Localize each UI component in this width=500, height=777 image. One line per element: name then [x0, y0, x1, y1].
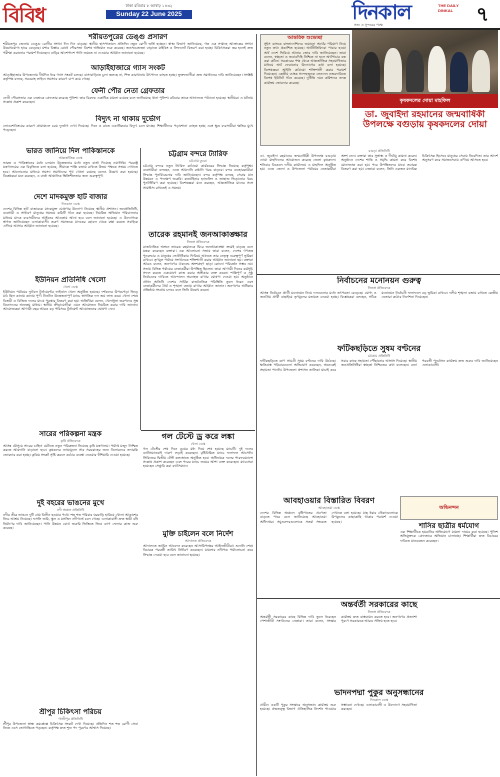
headline: গল টেস্টে ড্র করে লঙ্কা: [161, 432, 235, 441]
headline: দেশে মাদকমুক্ত হাট বাজার: [33, 193, 108, 201]
byline: খেলা ডেস্ক: [190, 442, 206, 447]
article-text: আসন্ন মৌসুমে সারের চাহিদা মেটাতে নতুন পরিকল্পনা নিয়েছে কৃষি মন্ত্রণালয়। পর্যাপ্ত মজুদ নিশ্চিত করতে আমদানি বাড়ানো হবে। কৃষকদের ন্যায্যমূল্যে সার সরবরাহের জন্য ডিলারদের তদারকি জোরদার করা হচ্ছে। কৃত্রিম সংকট সৃষ্টি করলে কঠোর ব্যবস্থা নেওয়ার হুঁশিয়ারি দেওয়া হয়েছে।: [3, 444, 138, 457]
article-text: ফেনী পৌরসভার এক নেতাকে গ্রেফতার করেছে পুলিশ। তার বিরুদ্ধে একাধিক মামলা রয়েছে বলে জানিয়েছে থানা পুলিশ। রবিবার তাকে আদালতে পাঠানো হয়েছে। স্থানীয়রা এ ঘটনায় সন্তোষ প্রকাশ করেছেন।: [3, 96, 253, 105]
article-text: শ্রীপুর উপজেলা স্বাস্থ্য কমপ্লেক্সে চিকিৎসক সংকট দেখা দিয়েছে। প্রতিদিন শত শত রোগী সেবা নিতে এসে ভোগান্তিতে পড়ছেন। কর্তৃপক্ষ দ্রুত শূন্য পদ পূরণের আশ্বাস দিয়েছে।: [3, 722, 138, 731]
headline: আড়াইহাজারে গ্যাস সংকট: [91, 64, 165, 72]
headline: ভাদনপদ্মা পুকুর অনুসন্ধানের: [334, 688, 424, 697]
headline: শাসির ছাত্রীর ধর্মযোগ: [418, 522, 480, 530]
byline: নিজস্ব প্রতিবেদক: [367, 610, 391, 615]
article-text: রাজনৈতিক অঙ্গনে তারেক রহমানকে ঘিরে জনআকাঙ্ক্ষা ক্রমেই বাড়ছে বলে মন্তব্য করেছেন বক্তারা। এক আলোচনা সভায় তারা বলেন, দেশের গণতন্ত্র পুনরুদ্ধার ও মানুষের ভোটাধিকার ফিরিয়ে আনতে তার নেতৃত্ব গুরুত্বপূর্ণ ভূমিকা রাখবে। তৃণমূল পর্যায়ে সংগঠনকে শক্তিশালী করার আহ্বান জানানো হয়। বক্তারা আরও বলেন, জনগণের ঐক্যবদ্ধ অংশগ্রহণ ছাড়া কোনো পরিবর্তন সম্ভব নয়। সভায় বিভিন্ন পর্যায়ের নেতাকর্মীরা উপস্থিত ছিলেন। তারা আগামী দিনের কর্মসূচি সফল করতে একযোগে কাজ করার অঙ্গীকার ব্যক্ত করেন। শান্তিপূর্ণ ও সুষ্ঠু নির্বাচনের দাবিতে আন্দোলন অব্যাহত রাখার ঘোষণা দেওয়া হয়। অনুষ্ঠানে প্রধান অতিথি দেশের সার্বিক রাজনৈতিক পরিস্থিতি তুলে ধরেন এবং নেতাকর্মীদের ধৈর্য ও শৃঙ্খলা বজায় রাখার আহ্বান জানান। জনগণের অধিকার প্রতিষ্ঠায় সংগ্রাম চলবে বলে তিনি উল্লেখ করেন।: [143, 245, 253, 293]
headline: বিদ্যুৎ না থাকায় দুর্ভোগ: [95, 115, 161, 123]
byline: নিজস্ব প্রতিবেদক: [186, 240, 210, 245]
article-text: ভারত ও পাকিস্তানের মধ্যে চলমান উত্তেজনার মধ্যে নতুন বার্তা দিয়েছে নয়াদিল্লি। পররাষ্ট্র মন্ত্রণালয়ের এক বিবৃতিতে বলা হয়েছে, সীমান্তে শান্তি বজায় রাখতে উভয় পক্ষকে সংযম দেখাতে হবে। আলোচনার মাধ্যমে সমস্যা সমাধানের পথ খোলা রয়েছে বলেও উল্লেখ করা হয়েছে। বিশ্লেষকরা মনে করছেন, এ বার্তা আঞ্চলিক স্থিতিশীলতার জন্য গুরুত্বপূর্ণ।: [3, 161, 138, 178]
article-2: [3, 64, 253, 86]
headline: আবহাওয়ার বিস্তারিত বিবরণ: [283, 496, 375, 505]
article-9: [3, 499, 138, 707]
headline: ফেনী পৌর নেতা গ্রেফতার: [91, 87, 165, 95]
newspaper-logo: [352, 1, 470, 27]
masthead: [0, 0, 500, 30]
brand-tagline: সত্য ও সুন্দরের পক্ষে: [354, 23, 383, 27]
byline: চট্টগ্রাম ব্যুরো: [189, 159, 207, 164]
article-5: [3, 147, 138, 192]
top-left-ad: [260, 34, 350, 146]
headline: ডা. জুবাইদা রহমানের জন্মবার্ষিকী উপলক্ষে বগুড়ায় কৃষকদলের দোয়া: [363, 110, 487, 131]
article-12: [143, 230, 253, 428]
article-text: এক শিক্ষার্থীকে হয়রানির অভিযোগে মামলা দায়ের করা হয়েছে। পুলিশ অভিযুক্তকে গ্রেফতারে অভিযান চালাচ্ছে। শিক্ষার্থীরা দ্রুত বিচারের দাবিতে মানববন্ধন করেছেন।: [400, 530, 498, 543]
byline: খেলা ডেস্ক: [63, 285, 78, 290]
article-16-headline-box: [352, 110, 498, 146]
byline: দিনকাল ডেস্ক: [61, 202, 80, 207]
article-7: [3, 276, 138, 386]
date-english: Sunday 22 June 2025: [106, 10, 192, 19]
article-13: [143, 432, 253, 528]
article-4: [3, 115, 253, 146]
article-text: শরীয়তপুর জেলায় ডেঙ্গু রোগীর সংখ্যা দিন দিন বাড়ছে। স্থানীয় হাসপাতালে প্রতিদিন নতুন রোগী ভর্তি হচ্ছেন। স্বাস্থ্য বিভাগ জানিয়েছে, গত এক সপ্তাহে আক্রান্তের সংখ্যা উল্লেখযোগ্য হারে বেড়েছে। মশার বিস্তার রোধে পৌরসভা বিশেষ অভিযান শুরু করেছে। জনসচেতনতা বাড়াতে মাইকিং ও লিফলেট বিতরণ করা হচ্ছে। চিকিৎসকরা জ্বর হলেই দ্রুত পরীক্ষা করানোর পরামর্শ দিয়েছেন। বাড়ির আশেপাশে পানি জমতে না দেওয়ার আহ্বান জানানো হয়েছে।: [3, 42, 253, 55]
article-1: [3, 33, 253, 63]
brand-name-bangla: দিনকাল: [352, 0, 411, 24]
article-text: অন্তর্বর্তী সরকারের কাছে বিভিন্ন দাবি তুলে ধরেছেন পেশাজীবী সংগঠনের নেতারা। তারা বলেন, সংস্কার কার্যক্রম দ্রুত বাস্তবায়ন করতে হবে। জনগণের প্রত্যাশা পূরণে সরকারকে আরও সক্রিয় হতে হবে।: [260, 615, 417, 624]
ad-title: অভিনন্দন: [439, 505, 459, 511]
article-text: গল টেস্টের শেষ দিনে ড্রয়ের মধ্য দিয়ে শেষ হয়েছে ম্যাচটি। দুই দলের ব্যাটসম্যানরাই দারুণ লড়াই করেছেন। বৃষ্টিবিঘ্নিত ম্যাচে ফলাফল আসেনি। সিরিজের দ্বিতীয় টেস্ট কলম্বোতে অনুষ্ঠিত হবে। অধিনায়ক দলের পারফরম্যান্সে সন্তোষ প্রকাশ করেছেন এবং পরের ম্যাচে জয়ের আশা ব্যক্ত করেছেন। ম্যাচসেরা হয়েছেন সেঞ্চুরি করা ব্যাটসম্যান।: [143, 447, 253, 469]
mid-ad: [400, 496, 498, 520]
headline: মুক্তি চাইলেন বলে নির্দেশ: [162, 530, 234, 538]
article-8: [3, 430, 138, 498]
article-3: [3, 87, 253, 114]
article-text: ডা. জুবাইদা রহমানের জন্মবার্ষিকী উপলক্ষে বগুড়ায় দোয়া মাহফিলের আয়োজন করেছে জেলা কৃষকদল। শনিবার বিকেলে দলীয় কার্যালয়ে এ মাহফিল অনুষ্ঠিত হয়। এতে জেলা ও উপজেলা পর্যায়ের নেতাকর্মীরা অংশ নেন। বক্তারা তার সুস্বাস্থ্য ও দীর্ঘায়ু কামনা করেন। অনুষ্ঠানে দেশের শান্তি ও সমৃদ্ধি কামনা করে বিশেষ মোনাজাত করা হয়। পরে উপস্থিতদের মাঝে তবারক বিতরণ করা হয়। নেতারা বলেন, তিনি একজন মানবিক চিকিৎসক হিসেবে মানুষের সেবায় নিবেদিত। তার আদর্শ অনুসরণ করে সমাজসেবায় এগিয়ে আসতে হবে।: [260, 154, 498, 171]
article-text: নদীর তীব্র ভাঙনে দুটি গ্রাম বিলীন হওয়ার পথে। শত শত পরিবার ঘরবাড়ি হারিয়ে খোলা আকাশের নিচে আশ্রয় নিয়েছে। ফসলি জমি, স্কুল ও মসজিদ নদীগর্ভে চলে গেছে। এলাকাবাসী দ্রুত স্থায়ী বাঁধ নির্মাণের দাবি জানিয়েছেন। পানি উন্নয়ন বোর্ড জরুরি ভিত্তিতে জিও ব্যাগ ফেলার কাজ শুরু করেছে।: [3, 513, 138, 530]
article-text: দেশের বিভিন্ন অঞ্চলে বৃষ্টিপাতের প্রবণতা বাড়তে পারে বলে জানিয়েছে আবহাওয়া অধিদপ্তর। সমুদ্রবন্দরগুলোকে সতর্ক সংকেত দেখাতে বলা হয়েছে। মাছ ধরার নৌকাগুলোকে উপকূলের কাছাকাছি থাকার পরামর্শ দেওয়া হয়েছে।: [260, 511, 398, 524]
section-title: বিবিধ: [3, 3, 45, 27]
event-photo: [352, 30, 498, 108]
column-rule: [256, 34, 257, 776]
article-20: [400, 522, 498, 596]
headline: সারের পরিকল্পনা মন্ত্রক: [39, 430, 102, 438]
article-text: চট্টগ্রাম বন্দরে নতুন ট্যারিফ কাঠামো কার্যকরের সিদ্ধান্ত নিয়েছে কর্তৃপক্ষ। ব্যবসায়ীরা বলছেন, এতে আমদানি রপ্তানি খরচ বাড়বে। বন্দর ব্যবহারকারীরা সিদ্ধান্ত পুনর্বিবেচনার দাবি জানিয়েছেন। বন্দর কর্তৃপক্ষ বলছে, সেবার মান উন্নয়নে এ পদক্ষেপ জরুরি। কনটেইনার হ্যান্ডলিং ও জাহাজ ভিড়ানোর খরচ পুনর্নির্ধারণ করা হয়েছে। বিশেষজ্ঞরা মনে করছেন, আন্তর্জাতিক মানের সঙ্গে সামঞ্জস্য রাখতেই এ সমন্বয়।: [143, 164, 253, 190]
photo-banner: কৃষকদলের দোয়া মাহফিল: [352, 94, 498, 108]
ad-title: আন্তরিক শুভেচ্ছা: [287, 35, 323, 41]
ad-text: সুইস ব্যাংকে বাংলাদেশিদের জমানো অর্থের পরিমাণ নিয়ে নতুন তথ্য প্রকাশিত হয়েছে। অর্থনীতিবিদরা পাচার হওয়া অর্থ দেশে ফিরিয়ে আনার জোর দাবি জানিয়েছেন। তারা বলেন, স্বচ্ছতা ও জবাবদিহি নিশ্চিত না হলে অর্থপাচার বন্ধ করা কঠিন। সরকারের পক্ষ থেকে আন্তর্জাতিক সহযোগিতার মাধ্যমে অর্থ ফেরানোর উদ্যোগের কথা বলা হয়েছে। বিশেষজ্ঞরা আইনি কাঠামো শক্তিশালী করার পরামর্শ দিয়েছেন। কেন্দ্রীয় ব্যাংক সন্দেহজনক লেনদেন নজরদারিতে বিশেষ ইউনিট গঠন করেছে। দুর্নীতি দমন কমিশনও তদন্ত কার্যক্রম জোরদার করেছে।: [264, 42, 346, 85]
byline: দিনকাল ডেস্ক: [369, 698, 389, 703]
article-text: আদালতে জামিন আবেদন করেছেন আসামিপক্ষের আইনজীবীরা। শুনানি শেষে বিচারক পরবর্তী তারিখ নির্ধারণ করেছেন। মামলার নথিপত্র পর্যালোচনা করে সিদ্ধান্ত দেওয়া হবে বলে জানানো হয়েছে।: [143, 544, 253, 557]
article-16: [260, 148, 498, 272]
column-rule: [140, 148, 141, 430]
section-rule: [257, 274, 500, 275]
article-11: [143, 150, 253, 228]
article-18: [260, 344, 498, 494]
headline: শরীয়তপুরের ডেঙ্গু প্রসারণ: [88, 33, 168, 41]
date-bangla: ঢাকা রবিবার ৮ আষাঢ় ১৪৩২: [125, 3, 173, 8]
headline: শ্রীপুর চিকিৎসা পরিচয়: [39, 708, 102, 716]
byline: বগুড়া প্রতিনিধি: [368, 149, 390, 153]
article-22: [260, 688, 498, 774]
headline: ইউনিয়ন প্রতিনিধি খেলো: [35, 276, 106, 284]
article-text: ফটিকছড়িতে ত্রাণ সামগ্রী সুষম বণ্টনের দাবি উঠেছে। ক্ষতিগ্রস্ত পরিবারগুলো অভিযোগ করেছেন, অনেকেই সহায়তা পাননি। উপজেলা প্রশাসন তালিকা যাচাই করে সবার কাছে সহায়তা পৌঁছানোর আশ্বাস দিয়েছে। স্থানীয় জনপ্রতিনিধিরা স্বচ্ছতা নিশ্চিতের কথা বলেছেন। বন্যা পরবর্তী পুনর্বাসন কার্যক্রম দ্রুত শুরুর দাবি জানিয়েছেন এলাকাবাসী।: [260, 359, 498, 372]
article-17: [260, 276, 498, 342]
headline: ভারত জানিয়ে দিল পাকিস্তানকে: [26, 147, 115, 155]
article-text: আড়াইহাজার উপজেলায় দীর্ঘদিন ধরে গ্যাস সংকট চলছে। বাসাবাড়িতে চুলা জ্বলছে না, শিল্প কারখানায় উৎপাদন ব্যাহত হচ্ছে। ভুক্তভোগীরা দ্রুত সমাধানের দাবি জানিয়েছেন। সংশ্লিষ্ট কর্তৃপক্ষ বলছে, সরবরাহ লাইনে সমস্যার কারণে চাপ কমে গেছে।: [3, 73, 253, 82]
headline: নির্বাচনের মনোনয়ন গুরুত্ব: [336, 276, 422, 285]
headline: অন্তর্বর্তী সরকারের কাছে: [340, 600, 418, 609]
article-text: আসন্ন নির্বাচনে প্রার্থী মনোনয়ন নিয়ে দলগুলোর মধ্যে তৎপরতা বেড়েছে। যোগ্য ও জনপ্রিয় প্রার্থী বাছাইয়ে তৃণমূলের মতামত নেওয়া হচ্ছে। বিশ্লেষকরা বলছেন, সঠিক মনোনয়ন নির্বাচনী ফলাফলে বড় ভূমিকা রাখবে। দলীয় শৃঙ্খলা বজায় রাখতে কেন্দ্রীয় নেতারা কঠোর নির্দেশনা দিয়েছেন।: [260, 291, 498, 300]
headline: দুই বহরের ভাঙনের মুখে: [36, 499, 105, 507]
article-text: লোডশেডিংয়ের কারণে গ্রামাঞ্চলে চরম দুর্ভোগ দেখা দিয়েছে। দিনে ও রাতে একাধিকবার বিদ্যুৎ চলে যাচ্ছে। শিক্ষার্থীদের পড়াশোনা ব্যাহত হচ্ছে এবং ক্ষুদ্র ব্যবসায়ীরা ক্ষতির মুখে পড়েছেন।: [3, 124, 253, 133]
byline: আন্তর্জাতিক ডেস্ক: [58, 156, 83, 161]
byline: আদালত প্রতিবেদক: [184, 539, 212, 544]
byline: চট্টগ্রাম প্রতিনিধি: [367, 354, 391, 359]
article-text: ইউনিয়ন পর্যায়ের ফুটবল টুর্নামেন্টের ফাইনাল খেলা অনুষ্ঠিত হয়েছে। দর্শকদের উপচেপড়া ভিড়ে মাঠ ছিল কানায় কানায় পূর্ণ। টানটান উত্তেজনাপূর্ণ ম্যাচে স্বাগতিক দল জয় লাভ করে। খেলা শেষে বিজয়ী ও বিজিত দলের মাঝে পুরস্কার বিতরণ করা হয়। অতিথিরা বলেন, খেলাধুলা তরুণদের সুস্থ বিনোদনের অন্যতম মাধ্যম। স্থানীয় ক্রীড়ামোদীরা এমন আয়োজন নিয়মিত করার দাবি জানান। আয়োজকরা আগামী বছর আরও বড় পরিসরে টুর্নামেন্ট আয়োজনের ঘোষণা দেন।: [3, 290, 138, 312]
article-6: [3, 193, 138, 275]
article-text: দেশের বিভিন্ন হাট বাজারকে মাদকমুক্ত ঘোষণার উদ্যোগ নিয়েছে স্থানীয় প্রশাসন। জনপ্রতিনিধি, ব্যবসায়ী ও সাধারণ মানুষের সমন্বয়ে কমিটি গঠন করা হয়েছে। নিয়মিত অভিযান পরিচালনার মাধ্যমে মাদক ব্যবসায়ীদের আইনের আওতায় আনা হবে বলে জানানো হয়েছে। এ উদ্যোগকে স্বাগত জানিয়েছেন এলাকাবাসী। তরুণ সমাজকে মাদকের ছোবল থেকে রক্ষা করতে সবাইকে এগিয়ে আসার আহ্বান জানানো হয়েছে।: [3, 207, 138, 229]
byline: কৃষি প্রতিবেদক: [60, 439, 81, 444]
byline: আবহাওয়া ডেস্ক: [318, 506, 340, 511]
headline: তারেক রহমানই জনআকাঙ্ক্ষার: [148, 230, 248, 239]
article-14: [143, 530, 253, 774]
article-19: [260, 496, 398, 596]
section-rule: [141, 430, 255, 431]
byline: নদী অঞ্চল প্রতিনিধি: [56, 508, 85, 513]
article-text: প্রাচীন একটি পুকুর সংস্কারে অনুসন্ধান কার্যক্রম শুরু হয়েছে। প্রত্নতত্ত্ব বিভাগ ঐতিহাসিক নিদর্শন পাওয়ার সম্ভাবনা দেখছে। এলাকাবাসী এ উদ্যোগে সহযোগিতা করছেন।: [260, 703, 417, 712]
date-box: [106, 2, 192, 19]
headline: চট্টগ্রাম বন্দরে ট্যারিফ: [168, 150, 228, 158]
byline: নিজস্ব প্রতিবেদক: [367, 286, 391, 291]
article-21: [260, 600, 498, 686]
section-rule: [257, 598, 500, 599]
page-number: ৭: [476, 4, 490, 26]
byline: গাজীপুর প্রতিনিধি: [58, 717, 83, 722]
article-10: [3, 708, 138, 774]
headline: ফটিকছড়িতে সুষম বণ্টনের: [337, 344, 421, 353]
brand-name-english: THE DAILY DINKAL: [438, 3, 459, 13]
